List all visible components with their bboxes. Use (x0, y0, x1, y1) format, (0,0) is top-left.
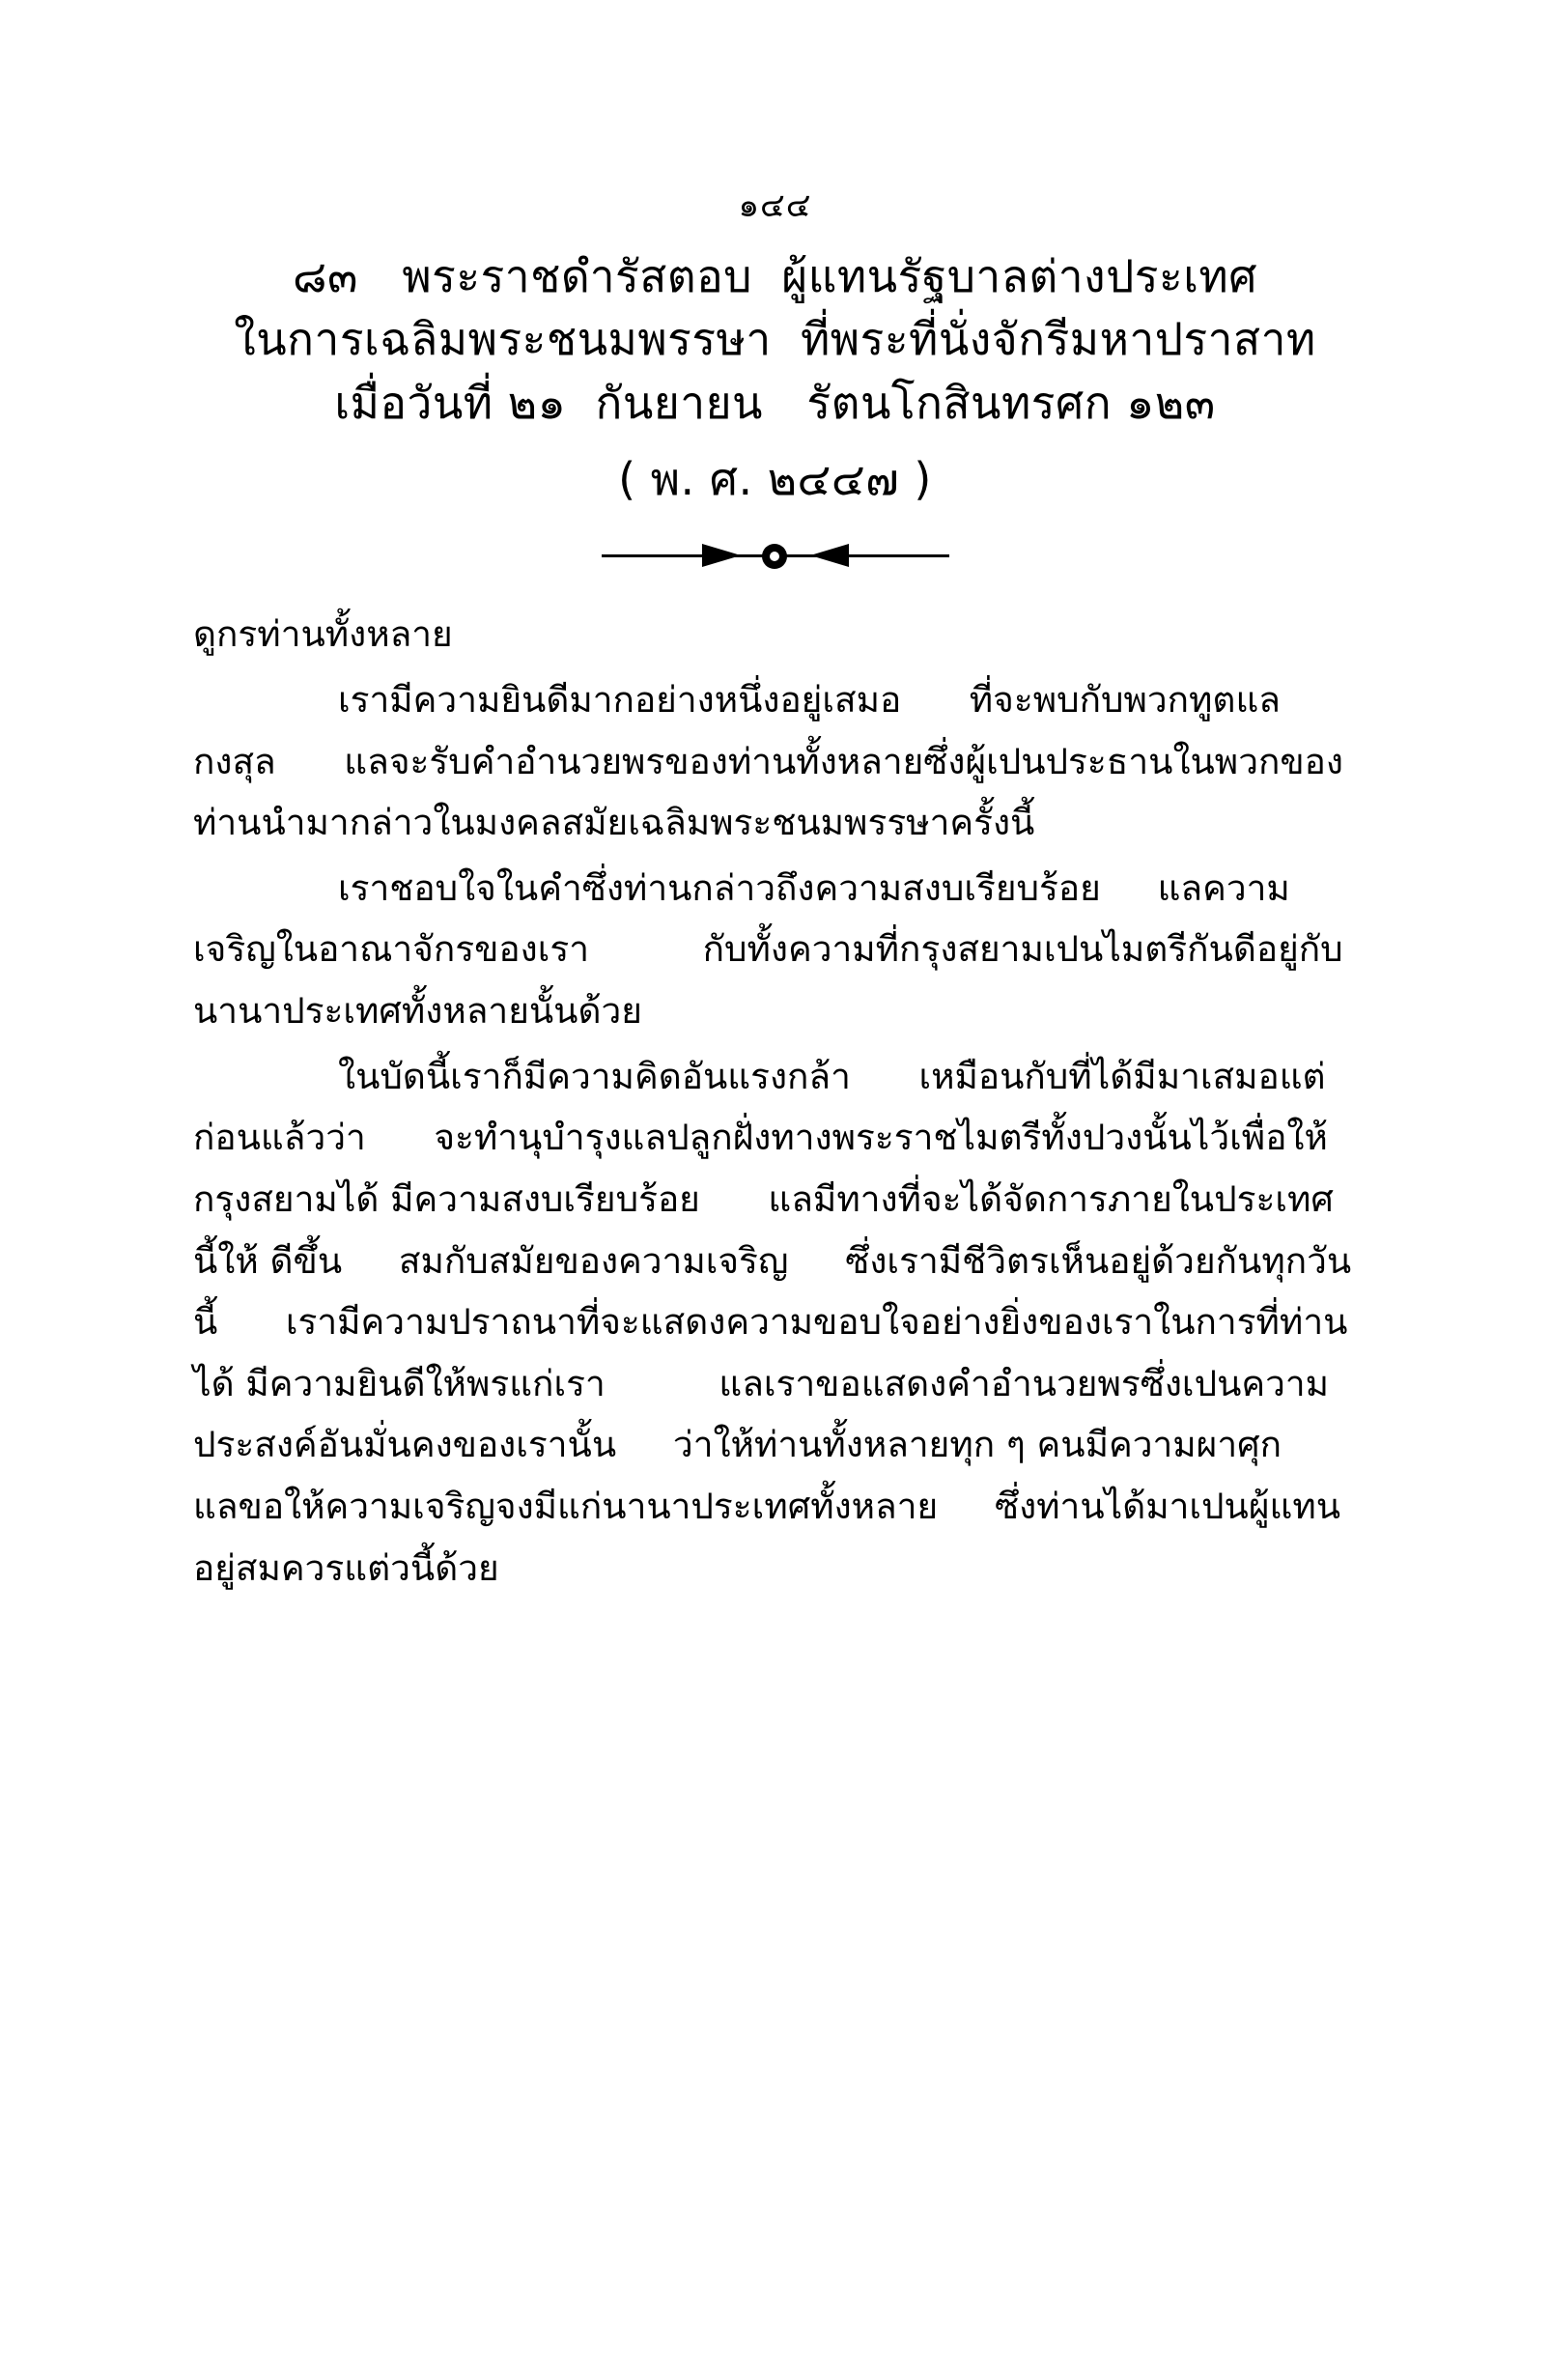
heading-line-2: ในการเฉลิมพระชนมพรรษา ที่พระที่นั่งจักรีมหาปราสาท (234, 313, 1316, 366)
heading-line-1: ๘๓ พระราชดำรัสตอบ ผู้แทนรัฐบาลต่างประเทศ (293, 250, 1257, 302)
ornament-center-dot-icon (762, 544, 787, 569)
body-paragraph-3: ในบัดนี้เราก็มีความคิดอันแรงกล้า เหมือนกับที่ได้มีมาเสมอแต่ก่อนแล้วว่า จะทำนุบำรุงแลปลูกฝั่งทางพระราชไมตรีทั้งปวงนั้นไว้เพื่อให้กรุงสยามได้ มีความสงบเรียบร้อย แลมีทางที่จะได้จัดการภายในประเทศนี้ให้ ดีขึ้น สมกับสมัยของความเจริญ ซึ่งเรามีชีวิตรเห็นอยู่ด้วยกันทุกวันนี้ เรามีความปราถนาที่จะแสดงความขอบใจอย่างยิ่งของเราในการที่ท่านได้ มีความยินดีให้พรแก่เรา แลเราขอแสดงคำอำนวยพรซึ่งเปนความประสงค์อันมั่นคงของเรานั้น ว่าให้ท่านทั้งหลายทุก ๆ คนมีความผาศุก แลขอให้ความเจริญจงมีแก่นานาประเทศทั้งหลาย ซึ่งท่านได้มาเปนผู้แทนอยู่สมควรแต่วนี้ด้วย (193, 1055, 1373, 1589)
page-number: ๑๔๔ (738, 186, 812, 225)
heading-line-3: เมื่อวันที่ ๒๑ กันยายน รัตนโกสินทรศก ๑๒๓ (334, 376, 1216, 429)
document-heading (0, 245, 1550, 511)
decorative-rule-ornament (602, 536, 949, 575)
heading-line-4: ( พ. ศ. ๒๔๔๗ ) (618, 452, 932, 505)
body-paragraph-2: เราชอบใจในคำซึ่งท่านกล่าวถึงความสงบเรียบร้อย แลความเจริญในอาณาจักรของเรา กับทั้งความที่กรุงสยามเปนไมตรีกันดีอยู่กับนานาประเทศทั้งหลายนั้นด้วย (193, 866, 1343, 1032)
body-paragraph-1: เรามีความยินดีมากอย่างหนึ่งอยู่เสมอ ที่จะพบกับพวกทูตแลกงสุล แลจะรับคำอำนวยพรของท่านทั้งหลายซึ่งผู้เปนประธานในพวกของท่านนำมากล่าวในมงคลสมัยเฉลิมพระชนมพรรษาครั้งนี้ (193, 678, 1343, 844)
salutation-line: ดูกรท่านทั้งหลาย (193, 613, 453, 656)
ornament-arrow-right-icon (810, 544, 849, 567)
ornament-arrow-left-icon (702, 544, 741, 567)
document-body (193, 604, 1373, 1599)
document-page (0, 186, 1550, 2380)
